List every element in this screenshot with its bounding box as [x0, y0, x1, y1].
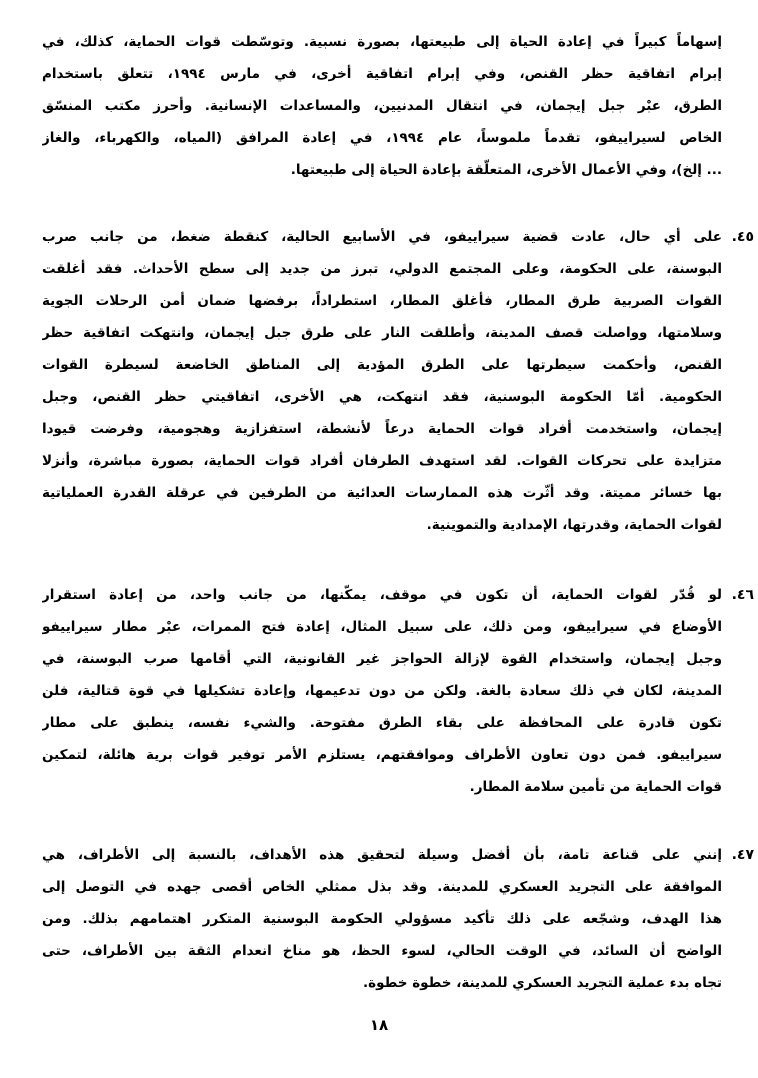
paragraph-number: ٤٧.: [731, 847, 754, 863]
paragraph-number: ٤٦.: [731, 587, 754, 603]
text-line: إبرام اتفاقية حظر القنص، وفي إبرام اتفاقية أخرى، في مارس ١٩٩٤، تتعلق باستخدام: [42, 66, 722, 82]
text-line: إنني على قناعة تامة، بأن أفضل وسيلة لتحقيق هذه الأهداف، بالنسبة إلى الأطراف، هي: [42, 847, 722, 863]
text-line: إسهاماً كبيراً في إعادة الحياة إلى طبيعتها، بصورة نسبية. وتوسّطت قوات الحماية، كذلك، في: [42, 34, 722, 50]
text-line: الموافقة على التجريد العسكري للمدينة. وقد بذل ممثلي الخاص أقصى جهده في التوصل إلى: [42, 879, 722, 895]
text-line: على أي حال، عادت قضية سيراييفو، في الأسابيع الحالية، كنقطة ضغط، من جانب صرب: [42, 229, 722, 245]
text-line: وجبل إيجمان، واستخدام القوة لإزالة الحواجز غير القانونية، التي أقامها صرب البوسنة، في: [42, 651, 722, 667]
text-line: القنص، وأحكمت سيطرتها على الطرق المؤدية إلى المناطق الخاضعة لسيطرة القوات: [42, 357, 722, 373]
text-line: متزايدة على تحركات القوات. لقد استهدف الطرفان أفراد قوات الحماية، بصورة مباشرة، وأنزلا: [42, 453, 722, 469]
text-line: الخاص لسيراييفو، تقدماً ملموساً، عام ١٩٩٤، في إعادة المرافق (المياه، والكهرباء، والغاز: [42, 130, 722, 146]
text-line: تجاه بدء عملية التجريد العسكري للمدينة، خطوة خطوة.: [363, 975, 722, 991]
text-line: بها خسائر مميتة. وقد أثّرت هذه الممارسات العدائية من الطرفين في عرقلة القدرة العملياتية: [42, 485, 722, 501]
text-line: هذا الهدف، وشجّعه على ذلك تأكيد مسؤولي الحكومة البوسنية المتكرر اهتمامهم بذلك. ومن: [42, 911, 722, 927]
text-line: الطرق، عبْر جبل إيجمان، في انتقال المدنيين، والمساعدات الإنسانية. وأحرز مكتب المنسّق: [42, 98, 722, 114]
text-line: لو قُدّر لقوات الحماية، أن تكون في موقف، يمكّنها، من جانب واحد، من إعادة استقرار: [42, 587, 722, 603]
text-line: الواضح أن السائد، في الوقت الحالي، لسوء الحظ، هو مناخ انعدام الثقة بين الأطراف، حتى: [42, 943, 722, 959]
text-line: البوسنة، على الحكومة، وعلى المجتمع الدولي، تبرز من جديد إلى سطح الأحداث. فقد أغلقت: [42, 261, 722, 277]
paragraph: [42, 839, 754, 999]
text-line: إيجمان، واستخدمت أفراد قوات الحماية درعاً لأنشطة، استفزازية وهجومية، وفرضت قيودا: [42, 421, 722, 437]
text-line: لقوات الحماية، وقدرتها، الإمدادية والتموينية.: [426, 517, 722, 533]
text-line: الأوضاع في سيراييفو، ومن ذلك، على سبيل المثال، إعادة فتح الممرات، عبْر مطار سيراييفو: [42, 619, 722, 635]
text-line: وسلامتها، وواصلت قصف المدينة، وأطلقت النار على طرق جبل إيجمان، وانتهكت اتفاقية حظر: [42, 325, 722, 341]
text-line: ... إلخ)، وفي الأعمال الأخرى، المتعلّقة بإعادة الحياة إلى طبيعتها.: [290, 162, 722, 178]
paragraph: [42, 26, 722, 186]
text-line: قوات الحماية من تأمين سلامة المطار.: [469, 779, 722, 795]
text-line: القوات الصربية طرق المطار، فأغلق المطار، استطراداً، برفضها ضمان أمن الرحلات الجوية: [42, 293, 722, 309]
paragraph-number: ٤٥.: [731, 229, 754, 245]
text-line: سيراييفو. فمن دون تعاون الأطراف وموافقتهم، يستلزم الأمر توفير قوات برية هائلة، لتمكين: [42, 747, 722, 763]
text-line: الحكومية. أمّا الحكومة البوسنية، فقد انتهكت، هي الأخرى، اتفاقيتي حظر القنص، وجبل: [42, 389, 722, 405]
text-line: تكون قادرة على المحافظة على بقاء الطرق مفتوحة. والشيء نفسه، ينطبق على مطار: [42, 715, 722, 731]
page-number: ١٨: [369, 1016, 389, 1034]
paragraph: [42, 579, 754, 803]
text-line: المدينة، لكان في ذلك سعادة بالغة. ولكن من دون تدعيمها، وإعادة تشكيلها في قوة قتالية، فلن: [42, 683, 722, 699]
paragraph: [42, 221, 754, 541]
